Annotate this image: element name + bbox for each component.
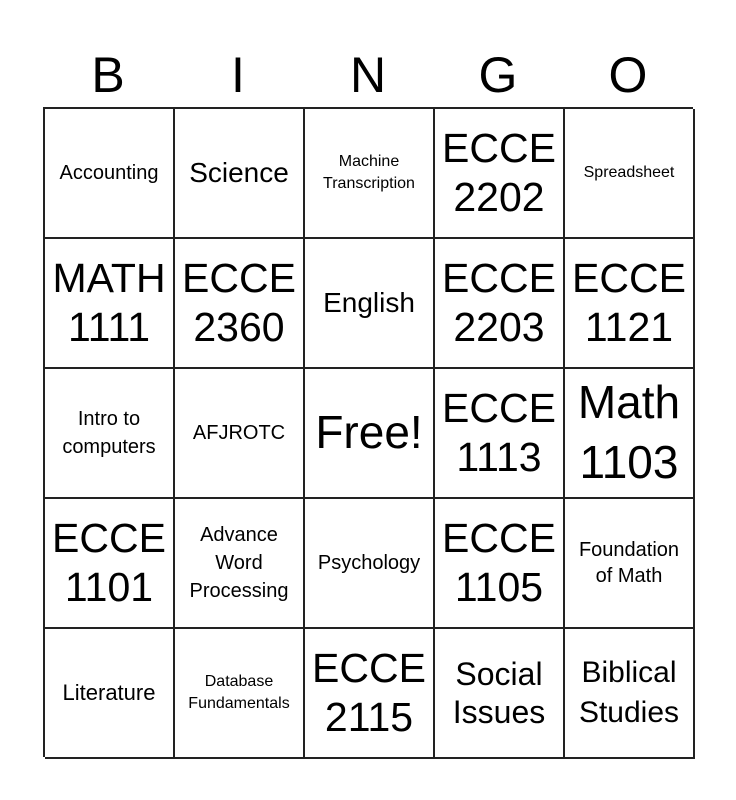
bingo-cell-r3-c4[interactable] — [435, 369, 565, 499]
cell-label: ECCE 2203 — [442, 254, 556, 350]
cell-label: AFJROTC — [192, 422, 286, 444]
bingo-cell-r5-c1[interactable] — [45, 629, 175, 759]
cell-label: Spreadsheet — [583, 163, 675, 181]
cell-label: Intro to computers — [62, 408, 156, 458]
bingo-cell-r1-c1[interactable] — [45, 109, 175, 239]
header-letter-g: G — [478, 47, 518, 103]
cell-label: Biblical Studies — [578, 655, 680, 729]
cell-label: Math 1103 — [577, 376, 681, 488]
bingo-cell-r4-c2[interactable] — [175, 499, 305, 629]
bingo-cell-r3-c2[interactable] — [175, 369, 305, 499]
bingo-cell-r2-c3[interactable] — [305, 239, 435, 369]
bingo-cell-r2-c1[interactable] — [45, 239, 175, 369]
cell-label: Advance Word Processing — [189, 524, 289, 602]
bingo-cell-r4-c3[interactable] — [305, 499, 435, 629]
cell-label: ECCE 2202 — [442, 124, 556, 220]
cell-label: Foundation of Math — [578, 539, 680, 587]
bingo-cell-r2-c4[interactable] — [435, 239, 565, 369]
cell-label: Psychology — [317, 552, 421, 574]
cell-label: MATH 1111 — [52, 254, 166, 350]
bingo-board — [43, 107, 693, 757]
cell-label: Accounting — [59, 162, 159, 184]
cell-label: Science — [189, 157, 289, 189]
cell-label: Machine Transcription — [323, 152, 415, 192]
bingo-cell-r4-c4[interactable] — [435, 499, 565, 629]
bingo-cell-r4-c1[interactable] — [45, 499, 175, 629]
bingo-cell-r4-c5[interactable] — [565, 499, 695, 629]
cell-label: ECCE 1121 — [572, 254, 686, 350]
bingo-header — [43, 46, 693, 104]
cell-label: ECCE 1105 — [442, 514, 556, 610]
bingo-cell-free[interactable] — [305, 369, 435, 499]
cell-label: English — [323, 287, 415, 319]
header-letter-n: N — [349, 47, 387, 103]
cell-label: ECCE 2360 — [182, 254, 296, 350]
cell-label: Free! — [315, 406, 423, 459]
bingo-cell-r1-c2[interactable] — [175, 109, 305, 239]
cell-label: Literature — [62, 679, 156, 705]
bingo-cell-r2-c5[interactable] — [565, 239, 695, 369]
bingo-cell-r5-c3[interactable] — [305, 629, 435, 759]
cell-label: ECCE 1113 — [442, 384, 556, 480]
cell-label: ECCE 2115 — [312, 644, 426, 740]
bingo-cell-r3-c1[interactable] — [45, 369, 175, 499]
header-letter-i: I — [231, 47, 245, 103]
bingo-cell-r5-c5[interactable] — [565, 629, 695, 759]
cell-label: ECCE 1101 — [52, 514, 166, 610]
header-letter-b: B — [91, 47, 125, 103]
bingo-cell-r5-c4[interactable] — [435, 629, 565, 759]
cell-label: Social Issues — [452, 655, 546, 730]
bingo-cell-r3-c5[interactable] — [565, 369, 695, 499]
bingo-cell-r1-c3[interactable] — [305, 109, 435, 239]
bingo-cell-r2-c2[interactable] — [175, 239, 305, 369]
bingo-cell-r5-c2[interactable] — [175, 629, 305, 759]
bingo-cell-r1-c4[interactable] — [435, 109, 565, 239]
cell-label: Database Fundamentals — [188, 673, 290, 712]
bingo-cell-r1-c5[interactable] — [565, 109, 695, 239]
header-letter-o: O — [608, 47, 648, 103]
